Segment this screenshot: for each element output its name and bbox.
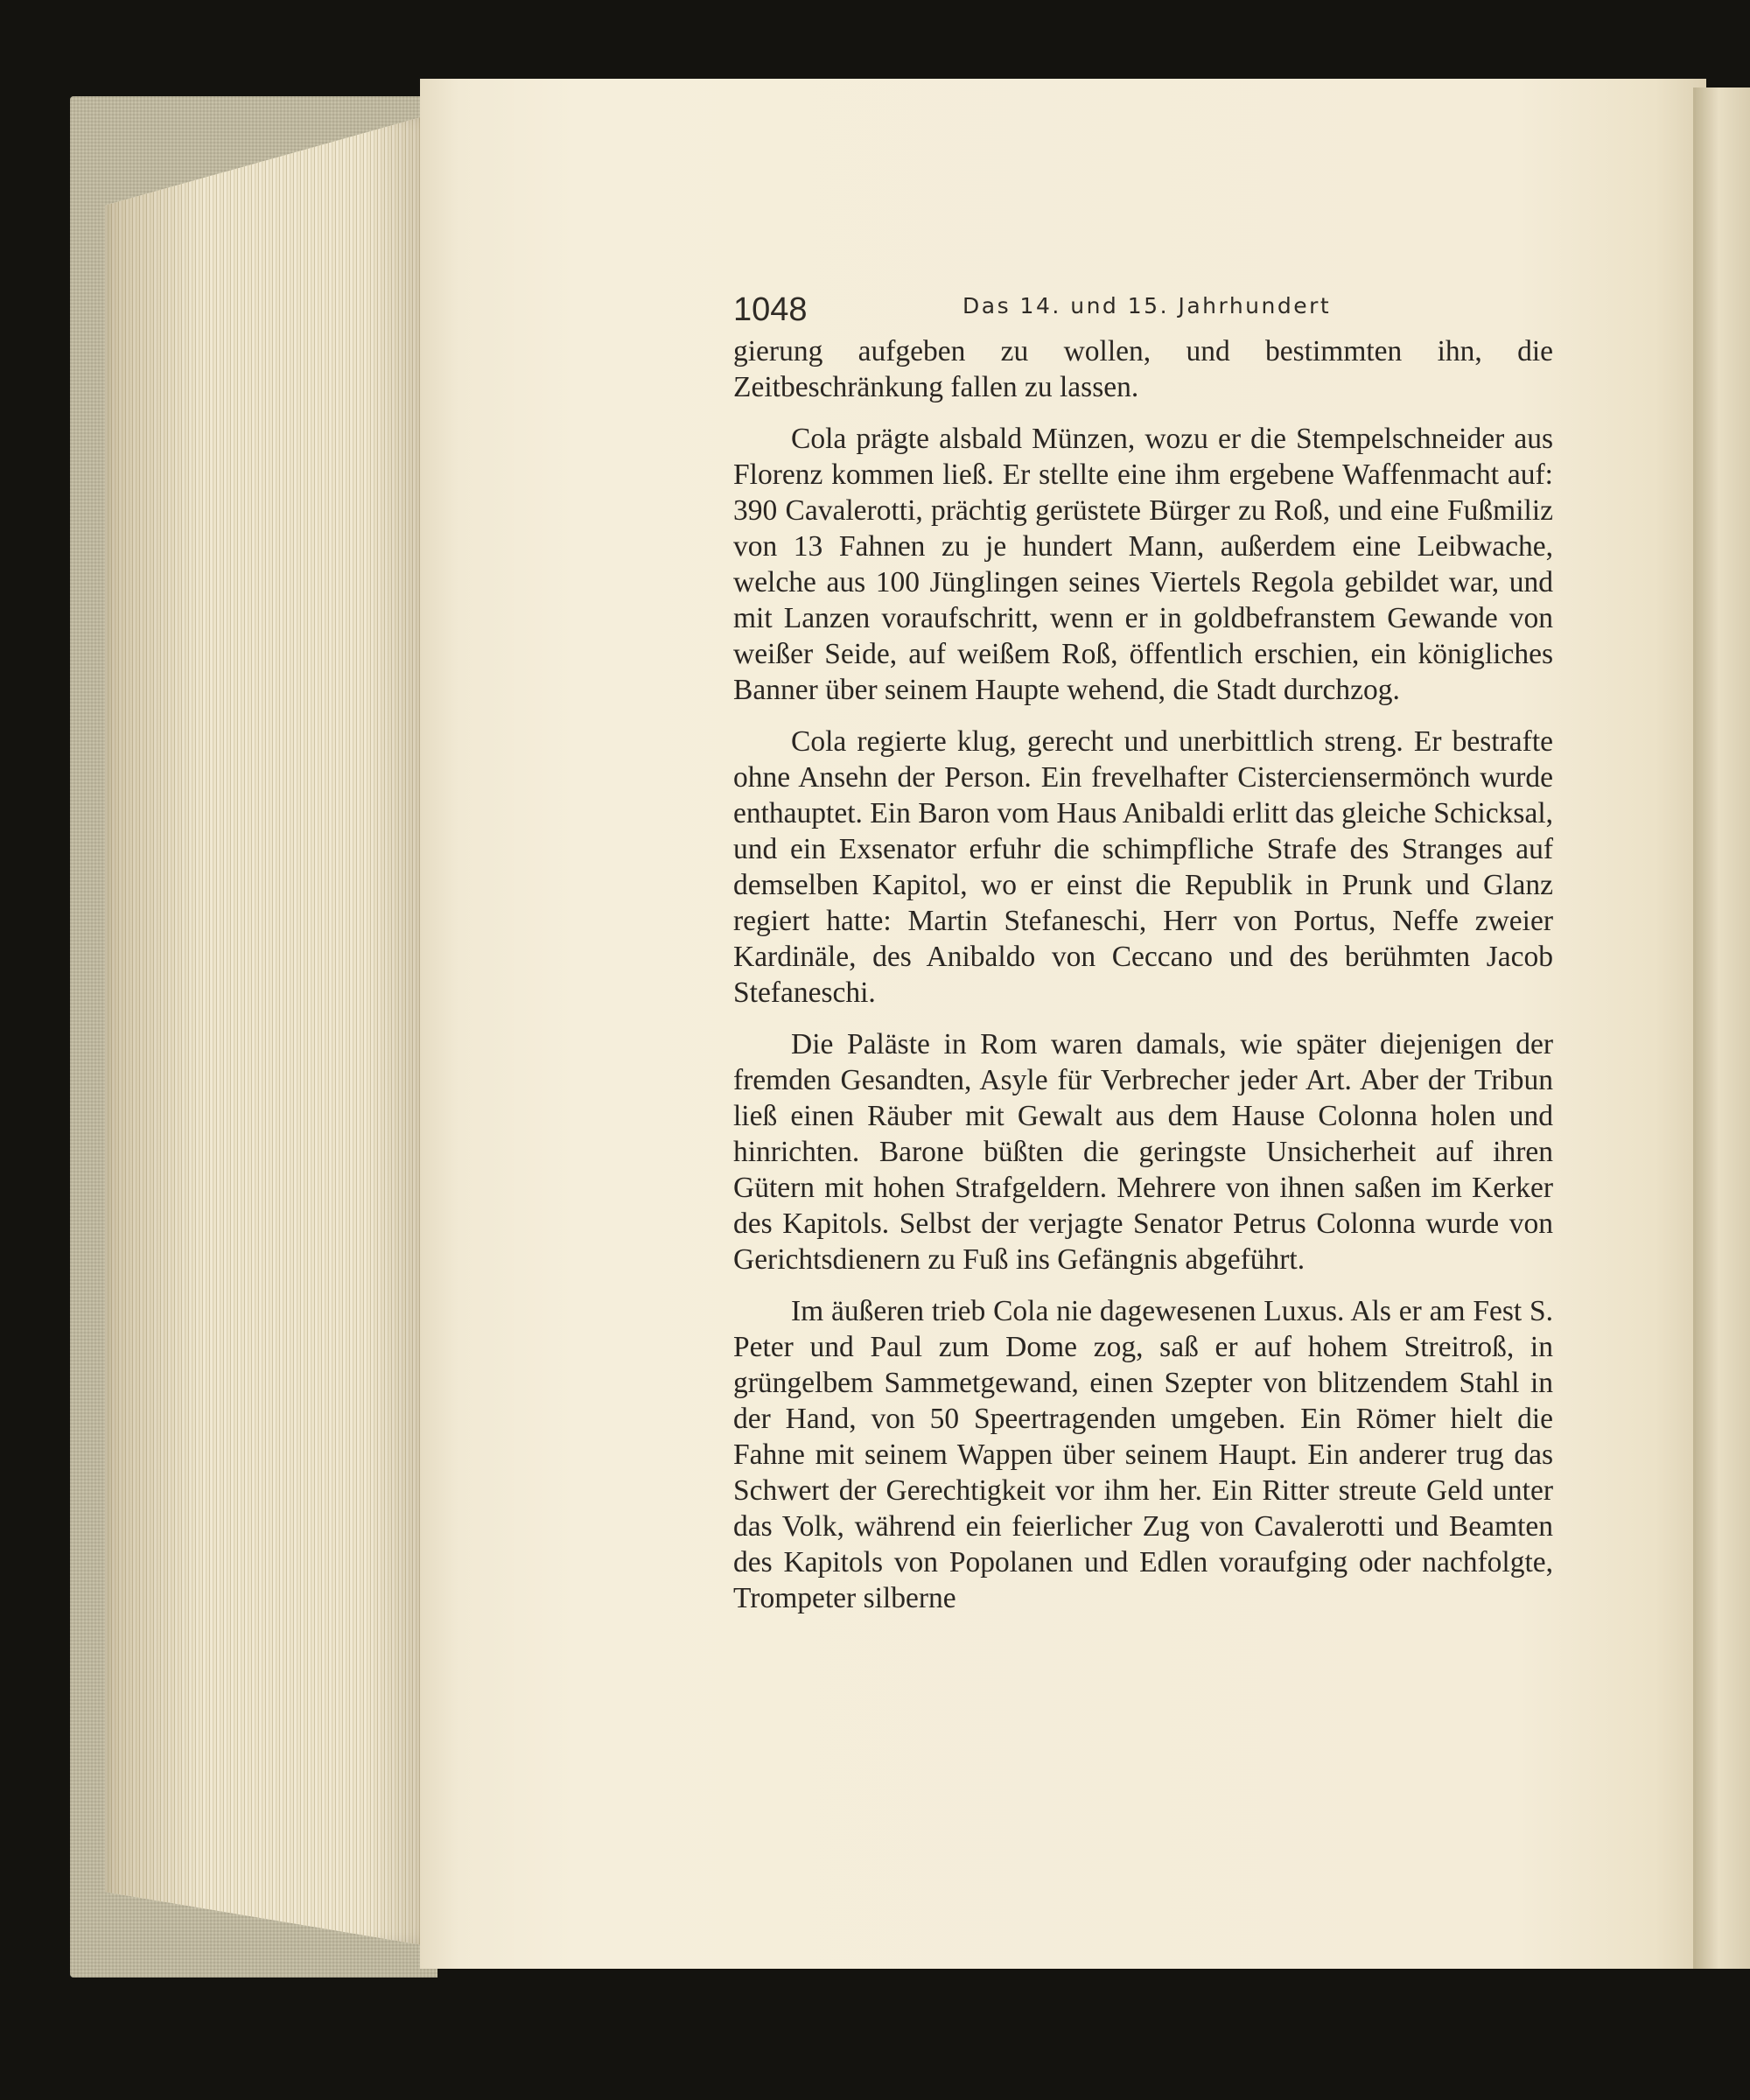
paragraph: Cola regierte klug, gerecht und unerbittlich streng. Er bestrafte ohne Ansehn der Person. Ein frevelhafter Cisterciensermönch wurde enthauptet. Ein Baron vom Haus Anibaldi erlitt das gleiche Schicksal, und ein Exsenator erfuhr die schimpfliche Strafe des Stranges auf demselben Kapitol, wo er einst die Republik in Prunk und Glanz regiert hatte: Martin Stefaneschi, Herr von Portus, Neffe zweier Kardinäle, des Anibaldo von Ceccano und des berühmten Jacob Stefaneschi. (733, 725, 1553, 1009)
text-block (733, 284, 1553, 1616)
paragraph: Cola prägte alsbald Münzen, wozu er die Stempelschneider aus Florenz kommen ließ. Er stellte eine ihm ergebene Waffenmacht auf: 390 Cavalerotti, prächtig gerüstete Bürger zu Roß, und eine Fußmiliz von 13 Fahnen zu je hundert Mann, außerdem eine Leibwache, welche aus 100 Jünglingen seines Viertels Regola gebildet war, und mit Lanzen voraufschritt, wenn er in goldbefranstem Gewande von weißer Seide, auf weißem Roß, öffentlich erschien, ein königliches Banner über seinem Haupte wehend, die Stadt durchzog. (733, 423, 1553, 706)
running-head (733, 284, 1553, 333)
paragraph-continued: gierung aufgeben zu wollen, und bestimmten ihn, die Zeitbeschränkung fallen zu lassen. (733, 335, 1553, 403)
paragraph: Die Paläste in Rom waren damals, wie später diejenigen der fremden Gesandten, Asyle für Verbrecher jeder Art. Aber der Tribun ließ einen Räuber mit Gewalt aus dem Hause Colonna holen und hinrichten. Barone büßten die geringste Unsicherheit auf ihren Gütern mit hohen Strafgeldern. Mehrere von ihnen saßen im Kerker des Kapitols. Selbst der verjagte Senator Petrus Colonna wurde von Gerichtsdienern zu Fuß ins Gefängnis abgeführt. (733, 1028, 1553, 1276)
running-head-title: Das 14. und 15. Jahrhundert (962, 293, 1332, 318)
paragraph: Im äußeren trieb Cola nie dagewesenen Luxus. Als er am Fest S. Peter und Paul zum Dome zog, saß er auf hohem Streitroß, in grüngelbem Sammetgewand, einen Szepter von blitzendem Stahl in der Hand, von 50 Speertragenden umgeben. Ein Römer hielt die Fahne mit seinem Wappen über seinem Haupt. Ein anderer trug das Schwert der Gerechtigkeit vor ihm her. Ein Ritter streute Geld unter das Volk, während ein feierlicher Zug von Cavalerotti und Beamten des Kapitols von Popolanen und Edlen voraufging oder nachfolgte, Trompeter silberne (733, 1295, 1553, 1614)
adjacent-page-edge (1693, 88, 1750, 1969)
page-number: 1048 (733, 291, 808, 328)
page-edges-shadow (105, 114, 433, 1947)
